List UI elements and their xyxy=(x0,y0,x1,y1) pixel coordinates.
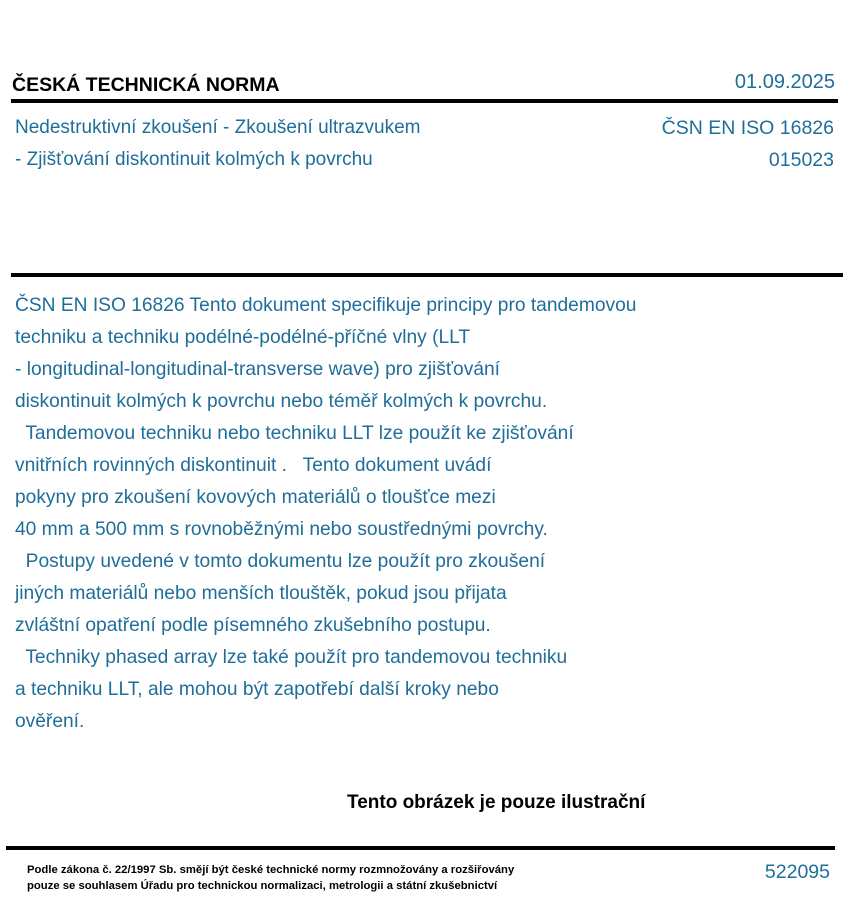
abstract-line: techniku a techniku podélné-podélné-příčné vlny (LLT xyxy=(15,327,471,348)
classification-code: 015023 xyxy=(768,149,834,171)
abstract-line: zvláštní opatření podle písemného zkušebního postupu. xyxy=(15,615,491,636)
legal-line: Podle zákona č. 22/1997 Sb. smějí být české technické normy rozmnožovány a rozšiřovány xyxy=(27,864,515,876)
document-id: 522095 xyxy=(764,861,830,883)
abstract-line: Postupy uvedené v tomto dokumentu lze použít pro zkoušení xyxy=(15,551,546,572)
standard-number: ČSN EN ISO 16826 xyxy=(661,117,834,139)
publication-date: 01.09.2025 xyxy=(734,71,835,93)
legal-line: pouze se souhlasem Úřadu pro technickou normalizaci, metrologii a státní zkušebnictví xyxy=(27,880,498,892)
abstract-line: Tandemovou techniku nebo techniku LLT lze použít ke zjišťování xyxy=(15,423,574,444)
abstract-line: a techniku LLT, ale mohou být zapotřebí další kroky nebo xyxy=(15,679,499,700)
abstract-line: - longitudinal-longitudinal-transverse wave) pro zjišťování xyxy=(15,359,500,380)
legal-notice xyxy=(27,862,514,894)
standard-title-line-2: - Zjišťování diskontinuit kolmých k povrchu xyxy=(15,149,373,170)
abstract-line: ověření. xyxy=(15,711,85,732)
abstract-line: ČSN EN ISO 16826 Tento dokument specifikuje principy pro tandemovou xyxy=(15,295,637,316)
abstract-line: pokyny pro zkoušení kovových materiálů o tloušťce mezi xyxy=(15,487,496,508)
abstract-line: diskontinuit kolmých k povrchu nebo téměř kolmých k povrchu. xyxy=(15,391,548,412)
illustrative-note: Tento obrázek je pouze ilustrační xyxy=(347,792,646,813)
standard-title-line-1: Nedestruktivní zkoušení - Zkoušení ultrazvukem xyxy=(15,117,421,138)
abstract-text xyxy=(15,290,775,738)
abstract-line: jiných materiálů nebo menších tlouštěk, pokud jsou přijata xyxy=(15,583,507,604)
middle-divider xyxy=(11,273,843,277)
page-heading: ČESKÁ TECHNICKÁ NORMA xyxy=(12,74,280,96)
abstract-line: 40 mm a 500 mm s rovnoběžnými nebo soustřednými povrchy. xyxy=(15,519,548,540)
abstract-line: Techniky phased array lze také použít pro tandemovou techniku xyxy=(15,647,568,668)
abstract-line: vnitřních rovinných diskontinuit . Tento dokument uvádí xyxy=(15,455,492,476)
bottom-divider xyxy=(6,846,835,850)
top-divider xyxy=(11,99,838,103)
